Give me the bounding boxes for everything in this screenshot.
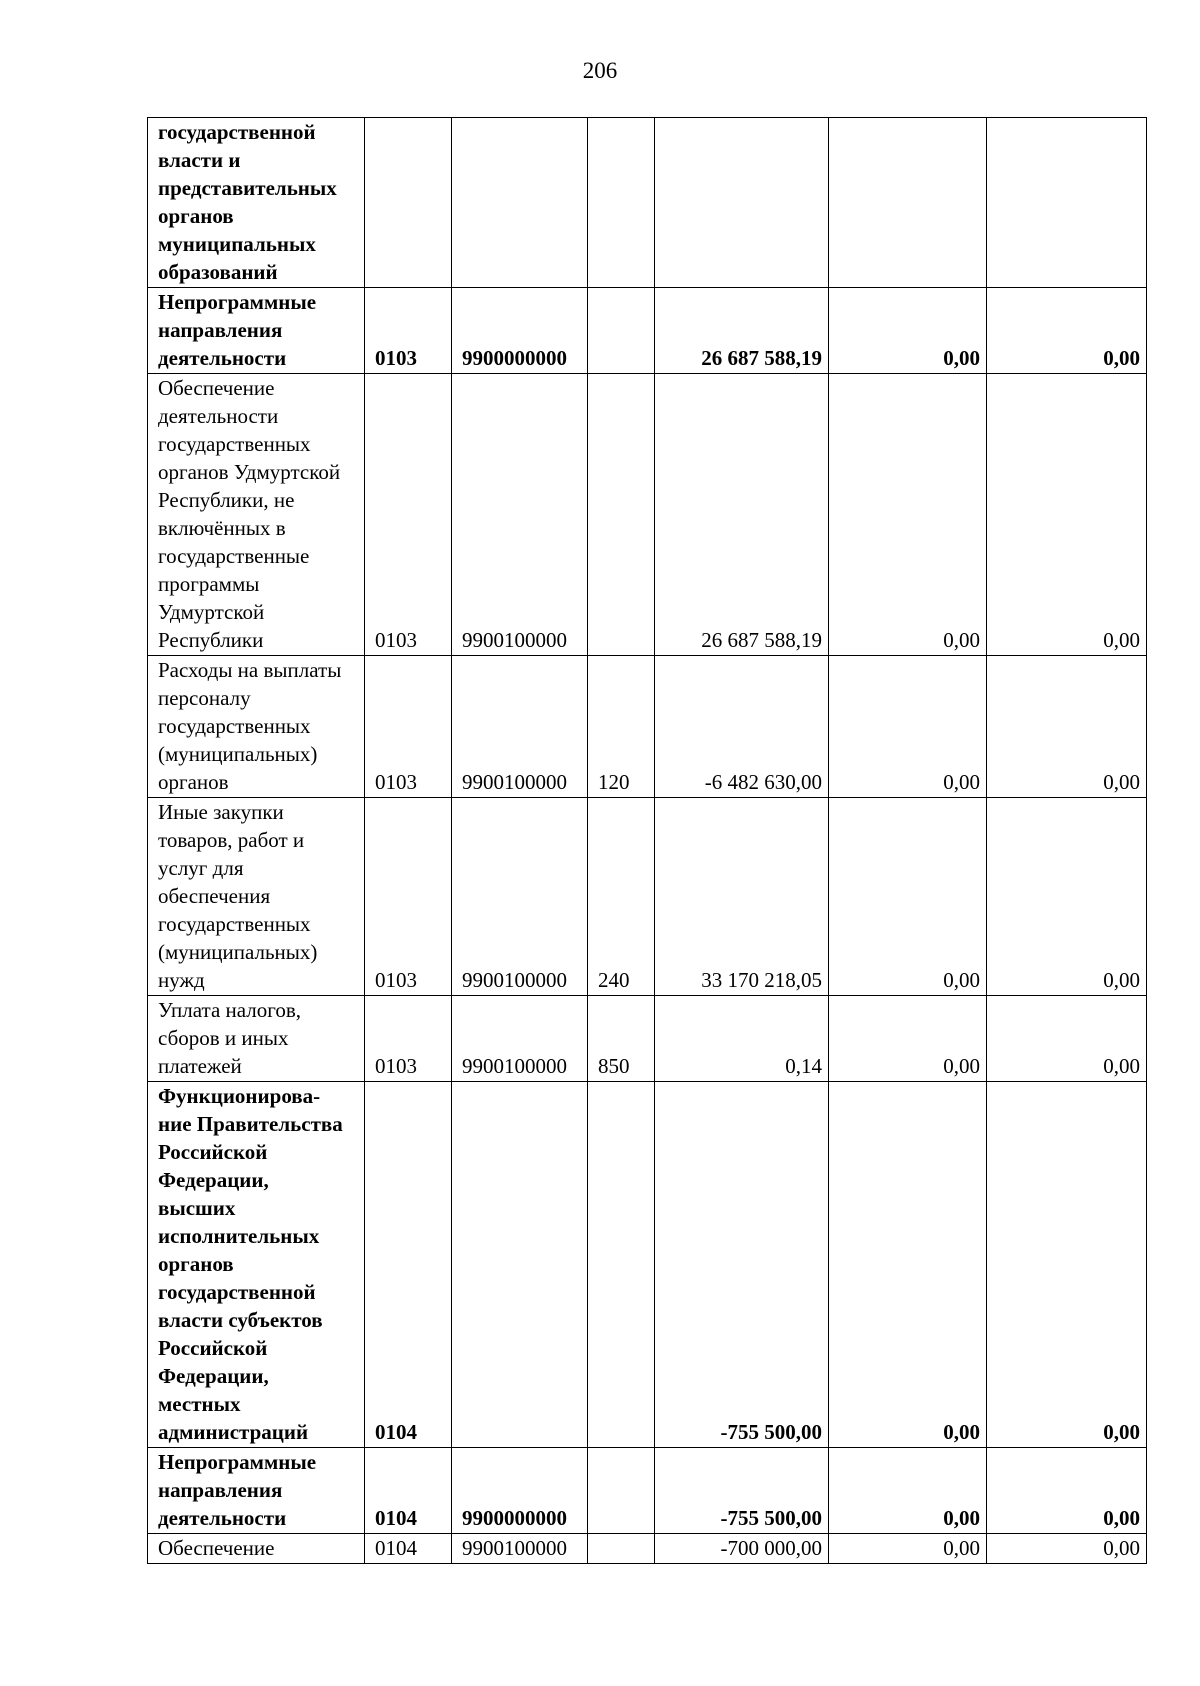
amount-year3-cell: 0,00 bbox=[987, 1534, 1147, 1564]
amount-year2-cell: 0,00 bbox=[829, 374, 987, 656]
amount-year3-cell: 0,00 bbox=[987, 288, 1147, 374]
section-code-cell: 0103 bbox=[365, 656, 452, 798]
expense-type-cell bbox=[588, 288, 655, 374]
amount-year2-cell: 0,00 bbox=[829, 656, 987, 798]
target-article-cell: 9900000000 bbox=[452, 288, 588, 374]
section-code-cell: 0103 bbox=[365, 996, 452, 1082]
table-row bbox=[148, 374, 1147, 656]
row-name-cell: Непрограммные направления деятельности bbox=[148, 288, 365, 374]
row-name-cell: Функционирова- ние Правительства Российской Федерации, высших исполнительных органов государственной власти субъектов Российской Федерации, местных администраций bbox=[148, 1082, 365, 1448]
amount-cell: -755 500,00 bbox=[655, 1082, 829, 1448]
amount-cell: 26 687 588,19 bbox=[655, 374, 829, 656]
page-number: 206 bbox=[582, 58, 618, 83]
budget-table-body bbox=[148, 118, 1147, 1564]
amount-cell: -700 000,00 bbox=[655, 1534, 829, 1564]
amount-year3-cell: 0,00 bbox=[987, 656, 1147, 798]
expense-type-cell bbox=[588, 1082, 655, 1448]
section-code-cell: 0103 bbox=[365, 374, 452, 656]
expense-type-cell: 240 bbox=[588, 798, 655, 996]
amount-year3-cell: 0,00 bbox=[987, 374, 1147, 656]
table-row bbox=[148, 798, 1147, 996]
row-name-cell: Непрограммные направления деятельности bbox=[148, 1448, 365, 1534]
table-row bbox=[148, 996, 1147, 1082]
row-name-cell: Иные закупки товаров, работ и услуг для обеспечения государственных (муниципальных) нужд bbox=[148, 798, 365, 996]
target-article-cell bbox=[452, 1082, 588, 1448]
amount-cell: -755 500,00 bbox=[655, 1448, 829, 1534]
expense-type-cell bbox=[588, 1448, 655, 1534]
row-name-cell: Расходы на выплаты персоналу государственных (муниципальных) органов bbox=[148, 656, 365, 798]
amount-year3-cell: 0,00 bbox=[987, 798, 1147, 996]
row-name-cell: государственной власти и представительных органов муниципальных образований bbox=[148, 118, 365, 288]
section-code-cell: 0104 bbox=[365, 1448, 452, 1534]
expense-type-cell bbox=[588, 374, 655, 656]
section-code-cell: 0104 bbox=[365, 1082, 452, 1448]
amount-year2-cell: 0,00 bbox=[829, 288, 987, 374]
row-name-cell: Обеспечение деятельности государственных органов Удмуртской Республики, не включённых в государственные программы Удмуртской Республики bbox=[148, 374, 365, 656]
section-code-cell bbox=[365, 118, 452, 288]
expense-type-cell bbox=[588, 1534, 655, 1564]
expense-type-cell: 120 bbox=[588, 656, 655, 798]
amount-year3-cell: 0,00 bbox=[987, 996, 1147, 1082]
section-code-cell: 0103 bbox=[365, 798, 452, 996]
amount-year2-cell: 0,00 bbox=[829, 996, 987, 1082]
amount-year2-cell: 0,00 bbox=[829, 1082, 987, 1448]
table-row bbox=[148, 118, 1147, 288]
target-article-cell: 9900000000 bbox=[452, 1448, 588, 1534]
table-row bbox=[148, 288, 1147, 374]
expense-type-cell: 850 bbox=[588, 996, 655, 1082]
section-code-cell: 0103 bbox=[365, 288, 452, 374]
amount-year3-cell bbox=[987, 118, 1147, 288]
amount-cell: 33 170 218,05 bbox=[655, 798, 829, 996]
expense-type-cell bbox=[588, 118, 655, 288]
target-article-cell: 9900100000 bbox=[452, 374, 588, 656]
row-name-cell: Обеспечение bbox=[148, 1534, 365, 1564]
amount-cell: 0,14 bbox=[655, 996, 829, 1082]
section-code-cell: 0104 bbox=[365, 1534, 452, 1564]
table-row bbox=[148, 656, 1147, 798]
table-row bbox=[148, 1448, 1147, 1534]
table-row bbox=[148, 1082, 1147, 1448]
target-article-cell: 9900100000 bbox=[452, 656, 588, 798]
amount-year2-cell: 0,00 bbox=[829, 1534, 987, 1564]
table-row bbox=[148, 1534, 1147, 1564]
amount-year3-cell: 0,00 bbox=[987, 1082, 1147, 1448]
target-article-cell: 9900100000 bbox=[452, 798, 588, 996]
target-article-cell: 9900100000 bbox=[452, 1534, 588, 1564]
amount-year2-cell: 0,00 bbox=[829, 1448, 987, 1534]
target-article-cell bbox=[452, 118, 588, 288]
amount-year2-cell: 0,00 bbox=[829, 798, 987, 996]
amount-cell bbox=[655, 118, 829, 288]
row-name-cell: Уплата налогов, сборов и иных платежей bbox=[148, 996, 365, 1082]
budget-table bbox=[147, 117, 1147, 1564]
amount-cell: 26 687 588,19 bbox=[655, 288, 829, 374]
target-article-cell: 9900100000 bbox=[452, 996, 588, 1082]
amount-cell: -6 482 630,00 bbox=[655, 656, 829, 798]
amount-year2-cell bbox=[829, 118, 987, 288]
amount-year3-cell: 0,00 bbox=[987, 1448, 1147, 1534]
